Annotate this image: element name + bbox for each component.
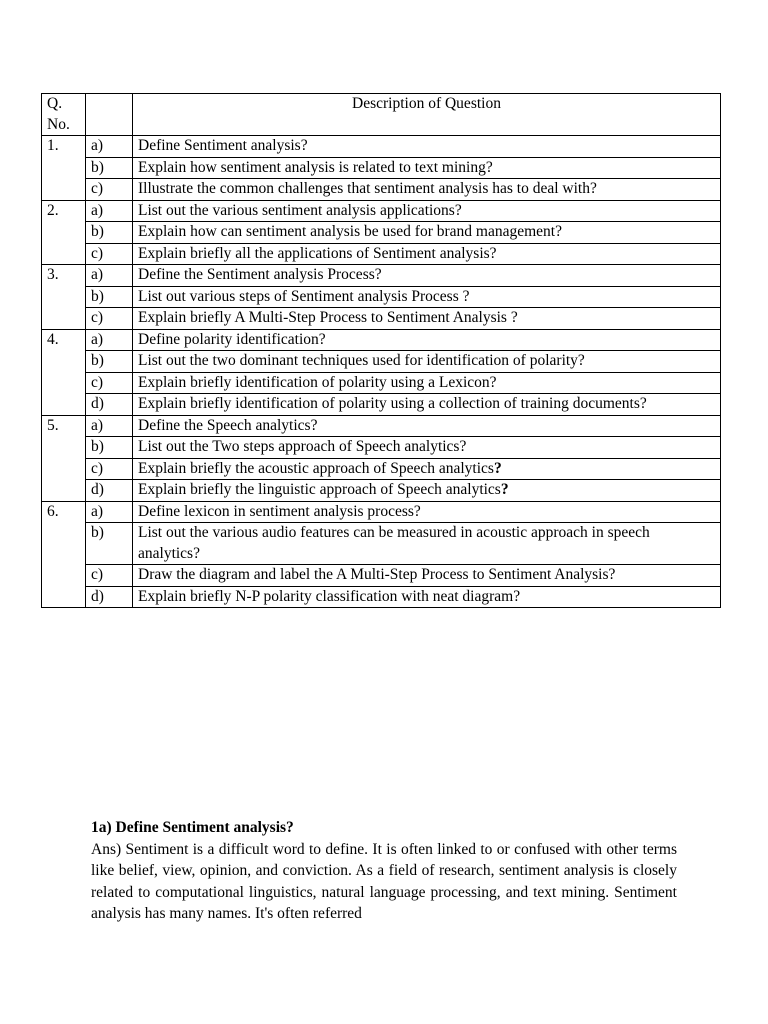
- table-row: [42, 308, 721, 330]
- question-table-body: [42, 94, 721, 608]
- table-row: [42, 265, 721, 287]
- table-row: [42, 501, 721, 523]
- answer-section: [91, 817, 677, 925]
- qno-header: Q. No.: [42, 94, 86, 136]
- sub-question-label: d): [86, 586, 133, 608]
- question-text: Explain how sentiment analysis is related to text mining?: [138, 158, 493, 176]
- question-description: [133, 179, 721, 201]
- sub-question-label: a): [86, 329, 133, 351]
- sub-question-label: a): [86, 415, 133, 437]
- question-number: 6.: [42, 501, 86, 608]
- question-number: 3.: [42, 265, 86, 330]
- table-row: [42, 286, 721, 308]
- question-description: [133, 501, 721, 523]
- question-text: Explain briefly the acoustic approach of Speech analytics: [138, 459, 494, 477]
- question-text: List out the various sentiment analysis applications?: [138, 201, 462, 219]
- question-description: [133, 458, 721, 480]
- question-text: Explain briefly the linguistic approach of Speech analytics: [138, 481, 501, 498]
- sub-question-label: b): [86, 437, 133, 459]
- question-bold-tail: ?: [493, 459, 502, 477]
- table-row: [42, 222, 721, 244]
- question-description: [133, 437, 721, 459]
- question-description: [133, 136, 721, 158]
- question-bold-tail: ?: [500, 481, 509, 498]
- question-description: [133, 329, 721, 351]
- table-row: [42, 480, 721, 502]
- question-description: [133, 372, 721, 394]
- header-row: [42, 94, 721, 136]
- sub-question-label: c): [86, 458, 133, 480]
- question-text: Define the Speech analytics?: [138, 416, 318, 434]
- table-row: [42, 586, 721, 608]
- question-number: 1.: [42, 136, 86, 201]
- table-row: [42, 523, 721, 565]
- table-row: [42, 437, 721, 459]
- sub-question-label: a): [86, 265, 133, 287]
- question-description: [133, 222, 721, 244]
- question-number: 4.: [42, 329, 86, 415]
- question-description: [133, 415, 721, 437]
- question-text: Explain briefly A Multi-Step Process to Sentiment Analysis ?: [138, 309, 518, 326]
- question-number: 2.: [42, 200, 86, 265]
- question-description: [133, 286, 721, 308]
- question-text: List out the Two steps approach of Speech analytics?: [138, 438, 467, 455]
- table-row: [42, 329, 721, 351]
- question-table: [41, 93, 721, 608]
- table-row: [42, 565, 721, 587]
- description-header: Description of Question: [133, 94, 721, 136]
- question-text: List out the two dominant techniques used for identification of polarity?: [138, 352, 585, 369]
- sub-question-label: a): [86, 136, 133, 158]
- question-description: [133, 243, 721, 265]
- sub-question-label: c): [86, 372, 133, 394]
- question-description: [133, 523, 721, 565]
- sub-question-label: d): [86, 480, 133, 502]
- question-description: [133, 565, 721, 587]
- table-row: [42, 179, 721, 201]
- question-text: Draw the diagram and label the A Multi-Step Process to Sentiment Analysis?: [138, 566, 616, 583]
- question-text: Define polarity identification?: [138, 330, 326, 348]
- question-description: [133, 200, 721, 222]
- table-row: [42, 136, 721, 158]
- table-row: [42, 351, 721, 373]
- question-text: Explain briefly all the applications of Sentiment analysis?: [138, 244, 497, 262]
- question-description: [133, 480, 721, 502]
- sub-question-label: b): [86, 286, 133, 308]
- sub-question-label: b): [86, 351, 133, 373]
- sub-question-label: d): [86, 394, 133, 416]
- table-row: [42, 157, 721, 179]
- question-text: Define the Sentiment analysis Process?: [138, 266, 382, 283]
- sub-question-label: a): [86, 501, 133, 523]
- answer-body: Ans) Sentiment is a difficult word to define. It is often linked to or confused with other terms like belief, view, opinion, and conviction. As a field of research, sentiment analysis is closely related to computational linguistics, natural language processing, and text mining. Sentiment analysis has many names. It's often referred: [91, 840, 677, 922]
- sub-question-label: b): [86, 157, 133, 179]
- table-row: [42, 243, 721, 265]
- table-row: [42, 200, 721, 222]
- question-text: Define Sentiment analysis?: [138, 137, 308, 154]
- sub-header: [86, 94, 133, 136]
- sub-question-label: b): [86, 523, 133, 565]
- sub-question-label: c): [86, 308, 133, 330]
- sub-question-label: b): [86, 222, 133, 244]
- table-row: [42, 394, 721, 416]
- question-text: Illustrate the common challenges that sentiment analysis has to deal with?: [138, 180, 597, 197]
- question-text: Explain briefly N-P polarity classification with neat diagram?: [138, 587, 521, 605]
- question-description: [133, 394, 721, 416]
- question-text: Define lexicon in sentiment analysis process?: [138, 502, 421, 520]
- answer-question: 1a) Define Sentiment analysis?: [91, 819, 294, 836]
- question-description: [133, 586, 721, 608]
- question-text: List out various steps of Sentiment analysis Process ?: [138, 287, 470, 305]
- question-text: Explain briefly identification of polarity using a collection of training documents?: [138, 395, 647, 412]
- question-description: [133, 351, 721, 373]
- question-text: Explain how can sentiment analysis be used for brand management?: [138, 223, 562, 240]
- question-description: [133, 308, 721, 330]
- sub-question-label: c): [86, 565, 133, 587]
- question-description: [133, 157, 721, 179]
- sub-question-label: c): [86, 179, 133, 201]
- table-row: [42, 372, 721, 394]
- table-row: [42, 458, 721, 480]
- question-text: Explain briefly identification of polarity using a Lexicon?: [138, 373, 497, 391]
- question-text: List out the various audio features can be measured in acoustic approach in speech analytics?: [138, 524, 650, 562]
- sub-question-label: c): [86, 243, 133, 265]
- table-row: [42, 415, 721, 437]
- question-description: [133, 265, 721, 287]
- question-number: 5.: [42, 415, 86, 501]
- sub-question-label: a): [86, 200, 133, 222]
